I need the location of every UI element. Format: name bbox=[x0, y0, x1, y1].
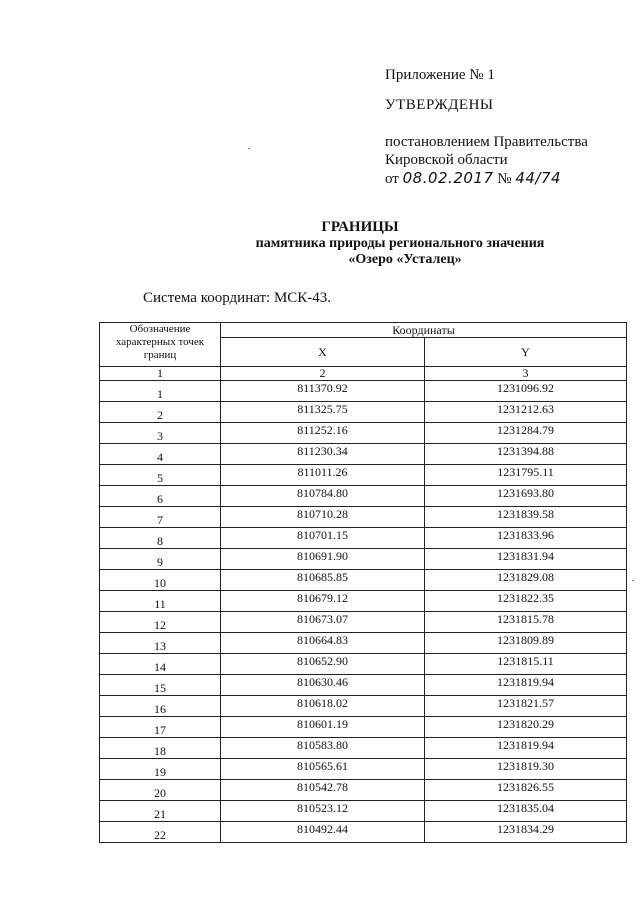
y-coordinate: 1231833.96 bbox=[425, 528, 627, 549]
approved-label: УТВЕРЖДЕНЫ bbox=[385, 97, 494, 113]
point-number: 2 bbox=[100, 402, 221, 423]
table-row bbox=[100, 675, 627, 696]
point-number: 15 bbox=[100, 675, 221, 696]
column-number: 1 bbox=[100, 367, 221, 381]
table-row bbox=[100, 549, 627, 570]
x-coordinate: 810542.78 bbox=[221, 780, 425, 801]
x-coordinate: 810652.90 bbox=[221, 654, 425, 675]
x-coordinate: 811252.16 bbox=[221, 423, 425, 444]
y-coordinate: 1231819.30 bbox=[425, 759, 627, 780]
y-coordinate: 1231829.08 bbox=[425, 570, 627, 591]
point-number: 6 bbox=[100, 486, 221, 507]
point-number: 3 bbox=[100, 423, 221, 444]
x-coordinate: 810691.90 bbox=[221, 549, 425, 570]
column-number: 3 bbox=[425, 367, 627, 381]
point-number: 11 bbox=[100, 591, 221, 612]
table-row bbox=[100, 381, 627, 402]
table-row bbox=[100, 612, 627, 633]
table-row bbox=[100, 465, 627, 486]
scan-speck bbox=[248, 148, 250, 149]
y-coordinate: 1231821.57 bbox=[425, 696, 627, 717]
table-row bbox=[100, 591, 627, 612]
point-number: 12 bbox=[100, 612, 221, 633]
x-coordinate: 811325.75 bbox=[221, 402, 425, 423]
x-coordinate: 810618.02 bbox=[221, 696, 425, 717]
point-number: 4 bbox=[100, 444, 221, 465]
y-coordinate: 1231819.94 bbox=[425, 675, 627, 696]
point-number: 10 bbox=[100, 570, 221, 591]
table-row bbox=[100, 423, 627, 444]
table-row bbox=[100, 717, 627, 738]
x-coordinate: 810685.85 bbox=[221, 570, 425, 591]
y-coordinate: 1231394.88 bbox=[425, 444, 627, 465]
x-coordinate: 810664.83 bbox=[221, 633, 425, 654]
x-coordinate: 811370.92 bbox=[221, 381, 425, 402]
point-number: 14 bbox=[100, 654, 221, 675]
table-row bbox=[100, 759, 627, 780]
column-number: 2 bbox=[221, 367, 425, 381]
table-row bbox=[100, 402, 627, 423]
decree-line-3 bbox=[385, 169, 588, 188]
y-coordinate: 1231839.58 bbox=[425, 507, 627, 528]
y-coordinate: 1231809.89 bbox=[425, 633, 627, 654]
point-number: 9 bbox=[100, 549, 221, 570]
table-row bbox=[100, 444, 627, 465]
x-coordinate: 810673.07 bbox=[221, 612, 425, 633]
decree-prefix: от bbox=[385, 171, 399, 187]
x-coordinate: 810679.12 bbox=[221, 591, 425, 612]
y-coordinate: 1231693.80 bbox=[425, 486, 627, 507]
y-coordinate: 1231284.79 bbox=[425, 423, 627, 444]
y-coordinate: 1231815.78 bbox=[425, 612, 627, 633]
y-coordinate: 1231822.35 bbox=[425, 591, 627, 612]
y-coordinate: 1231835.04 bbox=[425, 801, 627, 822]
point-number: 17 bbox=[100, 717, 221, 738]
point-number: 5 bbox=[100, 465, 221, 486]
point-number: 18 bbox=[100, 738, 221, 759]
x-coordinate: 810784.80 bbox=[221, 486, 425, 507]
point-number: 7 bbox=[100, 507, 221, 528]
point-number: 1 bbox=[100, 381, 221, 402]
table-row bbox=[100, 696, 627, 717]
title-line-2: памятника природы регионального значения bbox=[255, 236, 545, 251]
table-row bbox=[100, 570, 627, 591]
x-coordinate: 811230.34 bbox=[221, 444, 425, 465]
x-coordinate: 811011.26 bbox=[221, 465, 425, 486]
column-number-row bbox=[100, 367, 627, 381]
table-row bbox=[100, 633, 627, 654]
point-number: 13 bbox=[100, 633, 221, 654]
y-coordinate: 1231834.29 bbox=[425, 822, 627, 843]
appendix-label: Приложение № 1 bbox=[385, 67, 495, 83]
title-line-1: ГРАНИЦЫ bbox=[321, 219, 399, 235]
y-coordinate: 1231826.55 bbox=[425, 780, 627, 801]
table-row bbox=[100, 822, 627, 843]
table-row bbox=[100, 654, 627, 675]
table-row bbox=[100, 780, 627, 801]
y-coordinate: 1231819.94 bbox=[425, 738, 627, 759]
x-header: X bbox=[221, 338, 425, 367]
x-coordinate: 810710.28 bbox=[221, 507, 425, 528]
decree-line-1: постановлением Правительства bbox=[385, 134, 588, 150]
coordinate-system-label: Система координат: МСК-43. bbox=[143, 290, 332, 306]
decree-block bbox=[385, 133, 588, 188]
decree-date: 08.02.2017 bbox=[402, 169, 494, 187]
decree-number-label: № bbox=[497, 171, 512, 187]
point-number: 20 bbox=[100, 780, 221, 801]
x-coordinate: 810583.80 bbox=[221, 738, 425, 759]
y-coordinate: 1231820.29 bbox=[425, 717, 627, 738]
x-coordinate: 810492.44 bbox=[221, 822, 425, 843]
document-title bbox=[0, 219, 640, 268]
table-row bbox=[100, 801, 627, 822]
decree-line-2: Кировской области bbox=[385, 152, 508, 168]
point-number: 22 bbox=[100, 822, 221, 843]
y-coordinate: 1231212.63 bbox=[425, 402, 627, 423]
x-coordinate: 810523.12 bbox=[221, 801, 425, 822]
y-coordinate: 1231831.94 bbox=[425, 549, 627, 570]
point-number: 16 bbox=[100, 696, 221, 717]
title-line-3: «Озеро «Усталец» bbox=[348, 252, 462, 267]
point-number: 8 bbox=[100, 528, 221, 549]
scan-speck bbox=[632, 580, 634, 581]
table-row bbox=[100, 738, 627, 759]
table-row bbox=[100, 528, 627, 549]
point-number: 21 bbox=[100, 801, 221, 822]
x-coordinate: 810565.61 bbox=[221, 759, 425, 780]
x-coordinate: 810630.46 bbox=[221, 675, 425, 696]
y-header: Y bbox=[425, 338, 627, 367]
y-coordinate: 1231795.11 bbox=[425, 465, 627, 486]
decree-number: 44/74 bbox=[515, 169, 562, 187]
y-coordinate: 1231096.92 bbox=[425, 381, 627, 402]
point-number: 19 bbox=[100, 759, 221, 780]
point-designation-header: Обозначение характерных точек границ bbox=[100, 323, 221, 367]
x-coordinate: 810601.19 bbox=[221, 717, 425, 738]
coordinates-header: Координаты bbox=[221, 323, 627, 338]
x-coordinate: 810701.15 bbox=[221, 528, 425, 549]
table-row bbox=[100, 486, 627, 507]
coordinates-table bbox=[99, 322, 627, 843]
table-row bbox=[100, 507, 627, 528]
y-coordinate: 1231815.11 bbox=[425, 654, 627, 675]
